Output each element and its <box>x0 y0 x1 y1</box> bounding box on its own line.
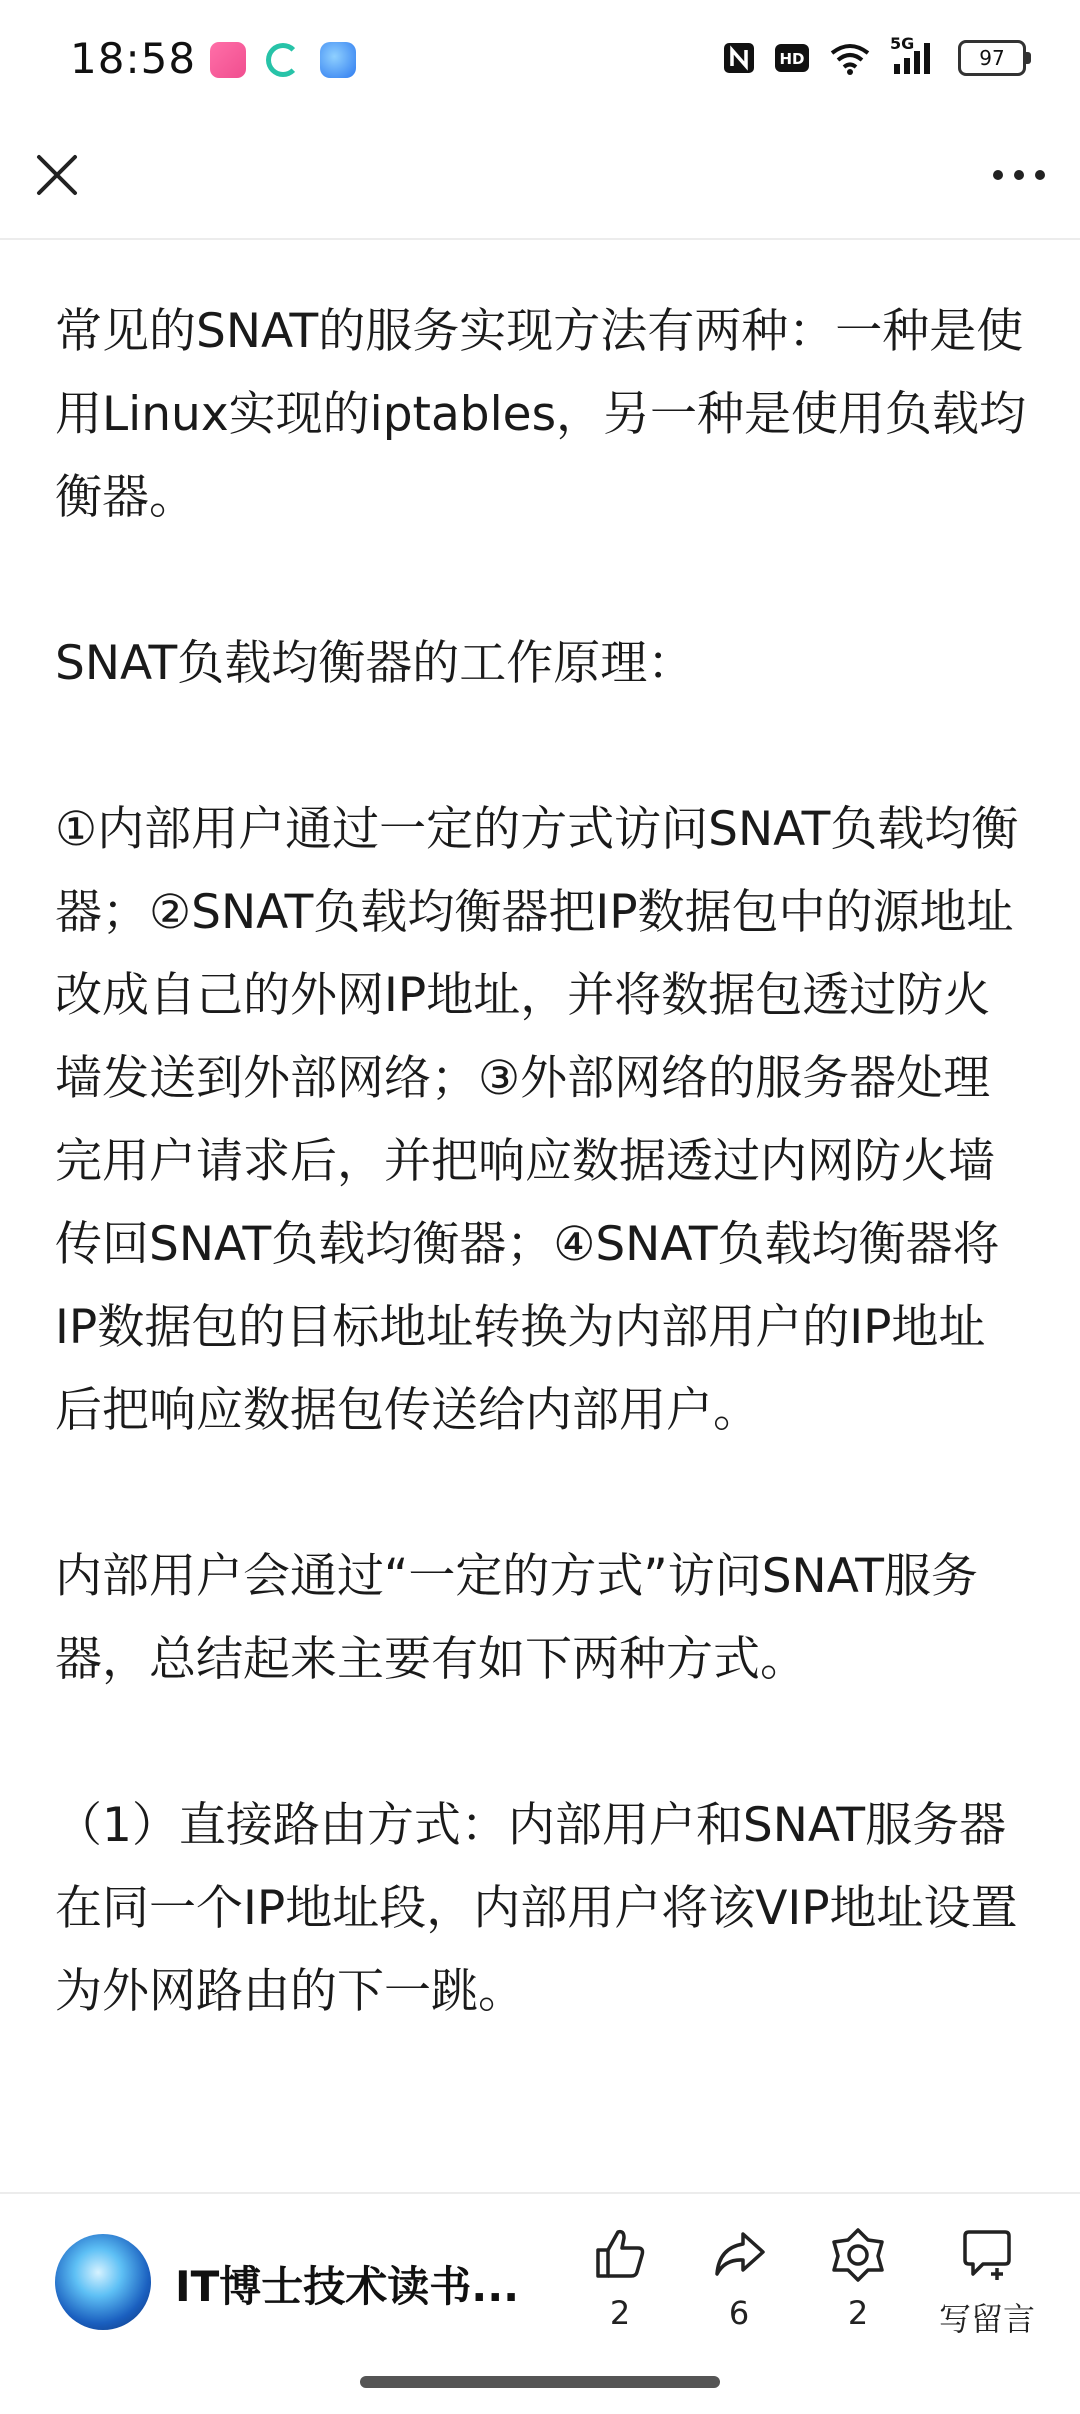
hd-label: HD <box>779 50 805 68</box>
author-name[interactable]: IT博士技术读书... <box>175 2262 520 2311</box>
sync-icon <box>266 43 300 77</box>
recommend-button[interactable] <box>803 2224 913 2332</box>
write-comment-label: 写留言 <box>938 2300 1035 2338</box>
top-nav <box>0 120 1080 240</box>
more-options-button[interactable] <box>984 140 1054 210</box>
close-button[interactable] <box>22 140 92 210</box>
nfc-icon <box>722 41 756 75</box>
app-notification-icon <box>320 42 356 78</box>
article-paragraph: 内部用户会通过“一定的方式”访问SNAT服务器，总结起来主要有如下两种方式。 <box>55 1549 978 1687</box>
share-button[interactable] <box>684 2224 794 2332</box>
bilibili-app-icon <box>210 42 246 78</box>
hd-icon <box>774 43 810 73</box>
share-icon <box>709 2224 769 2284</box>
system-icons <box>722 34 1026 76</box>
status-bar <box>0 0 1080 120</box>
recommend-icon <box>828 2224 888 2284</box>
like-count: 2 <box>609 2294 631 2332</box>
share-count: 6 <box>728 2294 750 2332</box>
home-indicator[interactable] <box>360 2376 720 2388</box>
article-paragraph: SNAT负载均衡器的工作原理： <box>55 636 695 691</box>
comment-icon <box>957 2224 1017 2284</box>
article-paragraph: （1）直接路由方式：内部用户和SNAT服务器在同一个IP地址段，内部用户将该VIP地址设置为外网路由的下一跳。 <box>55 1798 1018 2019</box>
status-time: 18:58 <box>70 34 197 83</box>
article-body <box>55 290 1030 2033</box>
article-paragraph: 常见的SNAT的服务实现方法有两种：一种是使用Linux实现的iptables，另一种是使用负载均衡器。 <box>55 304 1027 525</box>
write-comment-button[interactable] <box>922 2224 1052 2340</box>
wifi-icon <box>828 41 872 75</box>
network-type: 5G <box>890 34 915 53</box>
like-button[interactable] <box>565 2224 675 2332</box>
thumbs-up-icon <box>590 2224 650 2284</box>
close-icon <box>22 140 92 210</box>
battery-indicator: 97 <box>958 40 1026 76</box>
recommend-count: 2 <box>847 2294 869 2332</box>
notification-icons <box>210 42 356 78</box>
article-paragraph: ①内部用户通过一定的方式访问SNAT负载均衡器；②SNAT负载均衡器把IP数据包中的源地址改成自己的外网IP地址，并将数据包透过防火墙发送到外部网络；③外部网络的服务器处理完用户请求后，并把响应数据透过内网防火墙传回SNAT负载均衡器；④SNAT负载均衡器将IP数据包的目标地址转换为内部用户的IP地址后把响应数据包传送给内部用户。 <box>55 802 1019 1438</box>
more-icon <box>984 140 1054 210</box>
author-avatar[interactable] <box>55 2234 151 2330</box>
cellular-signal-icon <box>890 34 940 76</box>
